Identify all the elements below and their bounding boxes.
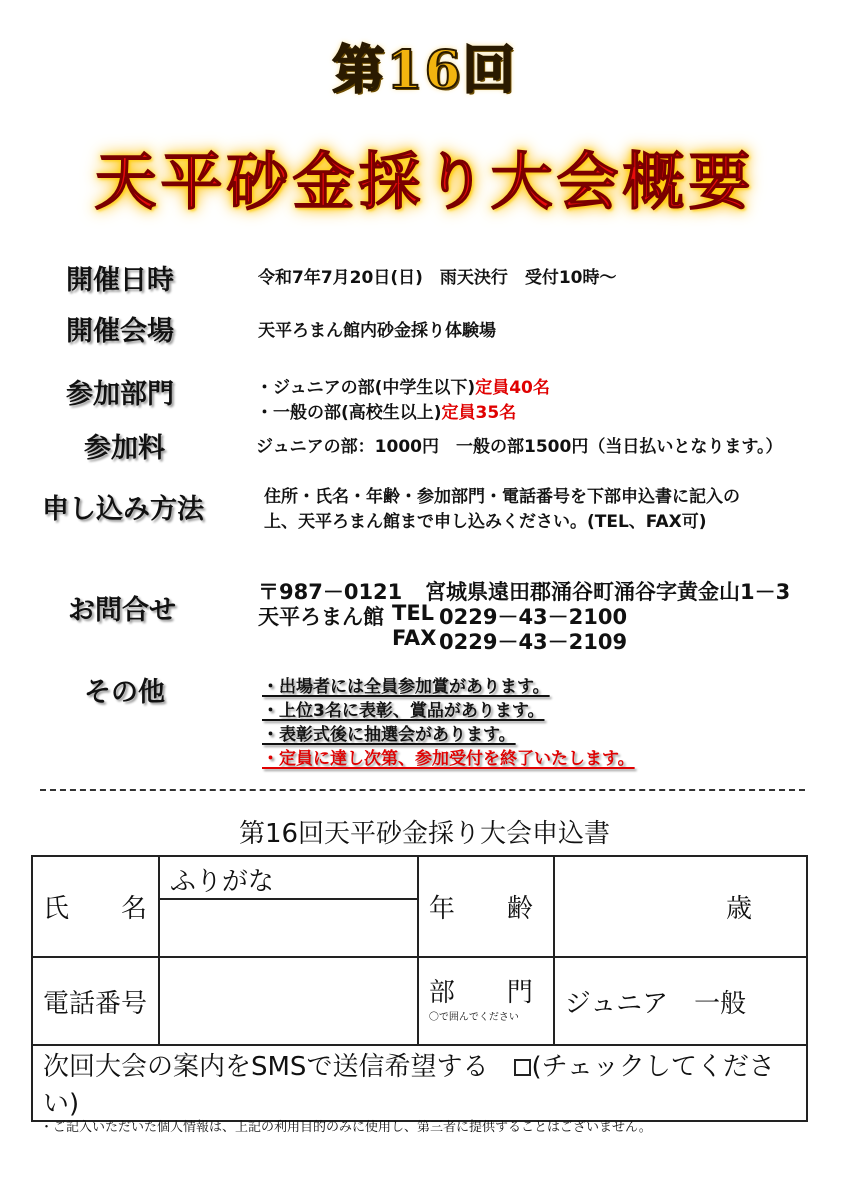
contact-fax-label: FAX [392,626,437,650]
division-general-text: ・一般の部(高校生以上) [256,403,442,423]
other-item-3: ・表彰式後に抽選会があります。 [262,725,516,745]
other-item-2: ・上位3名に表彰、賞品があります。 [262,701,545,721]
contact-tel: 0229－43－2100 [439,605,628,629]
venue-label: 開催会場 [66,316,174,347]
other-item-1: ・出場者には全員参加賞があります。 [262,677,550,697]
age-unit: 歳 [725,894,752,924]
division-junior-text: ・ジュニアの部(中学生以下) [256,378,476,398]
other-label: その他 [84,677,165,708]
main-title: 天平砂金採り大会概要 [94,145,755,218]
sms-checkbox[interactable] [514,1059,531,1076]
age-label: 年 齢 [418,856,554,957]
fee-junior: 1000円 [374,437,439,457]
privacy-note: ・ご記入いただいた個人情報は、上記の利用目的のみに使用し、第三者に提供することはございません。 [40,1120,652,1135]
fee-general: 1500円 [524,437,589,457]
furigana-field[interactable]: ふりがな [159,856,418,899]
contact-org: 天平ろまん館 [258,605,384,629]
apply-label: 申し込み方法 [42,494,204,525]
edition-title: 第16回 [332,40,517,101]
phone-label: 電話番号 [32,957,159,1045]
apply-line2: 上、天平ろまん館まで申し込みください。(TEL、FAX可) [264,512,707,532]
phone-field[interactable] [159,957,418,1045]
fee-label: 参加料 [84,433,165,464]
contact-postal: 〒987－0121 [258,580,403,604]
contact-fax: 0229－43－2109 [439,630,628,654]
dept-options[interactable]: ジュニア 一般 [554,957,807,1045]
other-item-4: ・定員に達し次第、参加受付を終了いたします。 [262,749,635,769]
division-general-cap: 定員35名 [441,403,517,423]
sms-row [32,1045,807,1121]
venue-value: 天平ろまん館内砂金採り体験場 [258,321,496,341]
division-junior-cap: 定員40名 [475,378,550,398]
dept-label-cell [418,957,554,1045]
dept-label: 部 門 [428,978,533,1009]
fee-general-label: 一般の部 [439,437,524,457]
date-label: 開催日時 [66,265,174,296]
sms-check-note: (チェックしてください) [43,1052,775,1119]
contact-address: 宮城県遠田郡涌谷町涌谷字黄金山1－3 [425,580,791,604]
age-field[interactable] [554,856,807,957]
form-title: 第16回天平砂金採り大会申込書 [238,819,611,849]
division-junior [256,373,550,398]
fee-note: （当日払いとなります。） [588,437,783,457]
fee-junior-label: ジュニアの部： [256,437,375,457]
contact-label: お問合せ [68,595,176,626]
sms-text: 次回大会の案内をSMSで送信希望する [43,1052,515,1082]
apply-line1: 住所・氏名・年齢・参加部門・電話番号を下部申込書に記入の [264,487,740,507]
division-general [256,398,516,423]
application-form [31,855,808,1122]
dept-note: 〇で囲んでください [428,1011,519,1023]
division-label: 参加部門 [66,379,174,410]
name-field[interactable] [159,899,418,957]
fee-value [256,432,782,457]
contact-tel-label: TEL [392,601,435,625]
cut-line [40,789,805,791]
name-label: 氏 名 [32,856,159,957]
date-value: 令和7年7月20日(日) 雨天決行 受付10時～ [258,268,617,288]
